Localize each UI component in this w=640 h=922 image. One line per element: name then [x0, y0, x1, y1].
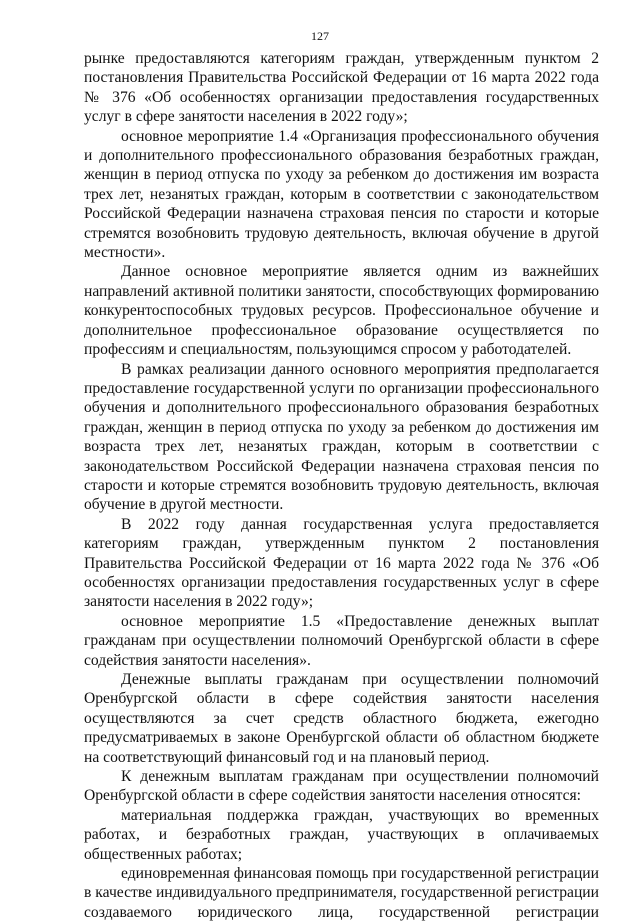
paragraph: К денежным выплатам гражданам при осуществлении полномочий Оренбургской области в сфере содействия занятости населения относятся:	[84, 768, 599, 805]
paragraph: основное мероприятие 1.5 «Предоставление денежных выплат гражданам при осуществлении полномочий Оренбургской области в сфере содействия занятости населения».	[84, 612, 599, 669]
paragraph: Денежные выплаты гражданам при осуществлении полномочий Оренбургской области в сфере содействия занятости населения осуществляются за счет средств областного бюджета, ежегодно предусматриваемых в законе Оренбургской области об областном бюджете на соответствующий финансовый год и на плановый период.	[84, 671, 599, 766]
page-number: 127	[311, 29, 329, 43]
paragraph: В рамках реализации данного основного мероприятия предполагается предоставление государственной услуги по организации профессионального обучения и дополнительного профессионального образования безработных граждан, женщин в период отпуска по уходу за ребенком до достижения им возраста трех лет, незанятых граждан, которым в соответствии с законодательством Российской Федерации назначена страховая пенсия по старости и которые стремятся возобновить трудовую деятельность, включая обучение в другой местности.	[84, 360, 599, 514]
document-body	[84, 49, 599, 922]
paragraph: рынке предоставляются категориям граждан, утвержденным пунктом 2 постановления Правительства Российской Федерации от 16 марта 2022 года № 376 «Об особенностях организации предоставления государственных услуг в сфере занятости населения в 2022 году»;	[84, 50, 599, 126]
paragraph: единовременная финансовая помощь при государственной регистрации в качестве индивидуального предпринимателя, государственной регистрации создаваемого юридического лица, государственной регистрации	[84, 865, 599, 921]
paragraph: В 2022 году данная государственная услуга предоставляется категориям граждан, утвержденным пунктом 2 постановления Правительства Российской Федерации от 16 марта 2022 года № 376 «Об особенностях организации предоставления государственных услуг в сфере занятости населения в 2022 году»;	[84, 515, 599, 611]
paragraph: материальная поддержка граждан, участвующих во временных работах, и безработных граждан, участвующих в оплачиваемых общественных работах;	[84, 806, 599, 863]
paragraph: основное мероприятие 1.4 «Организация профессионального обучения и дополнительного профессионального образования безработных граждан, женщин в период отпуска по уходу за ребенком до достижения им возраста трех лет, незанятых граждан, которым в соответствии с законодательством Российской Федерации назначена страховая пенсия по старости и которые стремятся возобновить трудовую деятельность, включая обучение в другой местности».	[84, 127, 599, 262]
paragraph: Данное основное мероприятие является одним из важнейших направлений активной политики занятости, способствующих формированию конкурентоспособных трудовых ресурсов. Профессиональное обучение и дополнительное профессиональное образование осуществляется по профессиям и специальностям, пользующимся спросом у работодателей.	[84, 263, 599, 359]
